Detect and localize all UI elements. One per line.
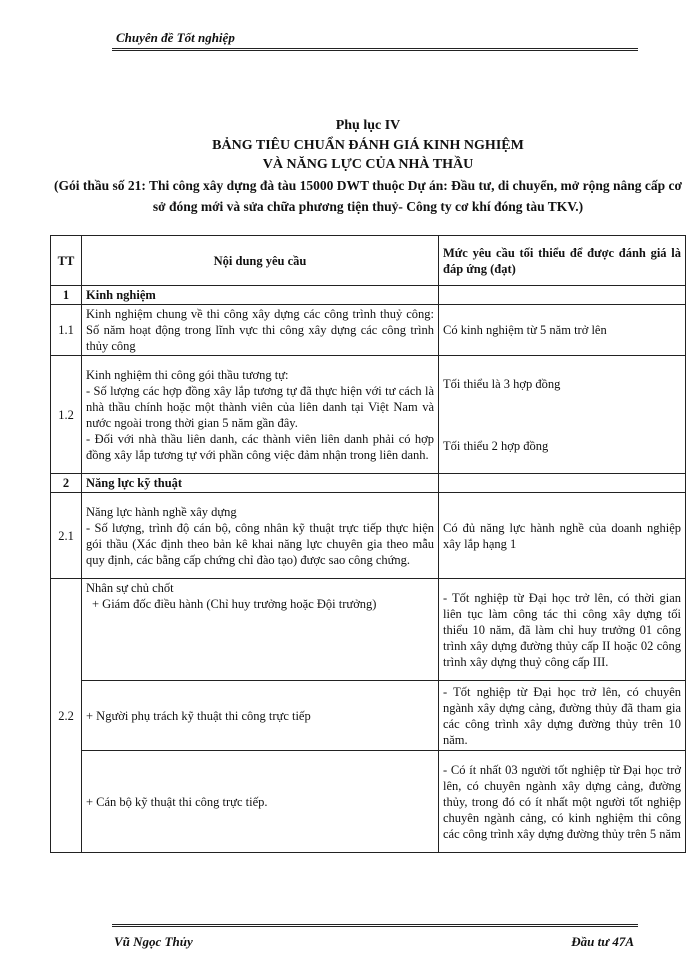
footer-author: Vũ Ngọc Thủy bbox=[114, 934, 193, 949]
table-row-2-2b bbox=[51, 681, 686, 751]
document-title-line1: BẢNG TIÊU CHUẨN ĐÁNH GIÁ KINH NGHIỆM bbox=[212, 137, 524, 153]
requirement-line: Tối thiểu là 3 hợp đồng bbox=[443, 376, 561, 391]
table-header-row bbox=[51, 236, 686, 286]
content-line: - Số lượng, trình độ cán bộ, công nhân kỹ thuật trực tiếp thực hiện gói thầu (Xác định theo bản kê khai năng lực chuyên gia theo mẫu quy định, các bằng cấp chứng chỉ đào tạo) được sao công chứng. bbox=[86, 520, 434, 567]
appendix-label: Phụ lục IV bbox=[335, 118, 401, 133]
table-row-1-2 bbox=[51, 356, 686, 474]
row-number: 2.2 bbox=[51, 579, 82, 853]
row-number: 2.1 bbox=[51, 493, 82, 579]
content-line: Nhân sự chủ chốt bbox=[86, 581, 174, 595]
header-requirement: Mức yêu cầu tối thiểu để được đánh giá là đáp ứng (đạt) bbox=[439, 236, 686, 286]
table-row-2-1 bbox=[51, 493, 686, 579]
content-line: - Số lượng các hợp đồng xây lắp tương tự đã thực hiện với tư cách là nhà thầu chính hoặc một thành viên của liên danh tại Việt Nam và nước ngoài trong thời gian 5 năm gần đây. bbox=[86, 383, 434, 430]
row-requirement: - Tốt nghiệp từ Đại học trở lên, có thời gian liên tục làm công tác thi công xây dựng tối thiểu 10 năm, đã làm chỉ huy trưởng 01 công trình xây dựng đường thủy cấp II hoặc 02 công trình xây dựng thuỷ công cấp III. bbox=[439, 579, 686, 681]
row-content bbox=[82, 579, 439, 681]
row-content: + Cán bộ kỹ thuật thi công trực tiếp. bbox=[82, 751, 439, 853]
content-line: + Giám đốc điều hành (Chỉ huy trưởng hoặc Đội trưởng) bbox=[92, 597, 377, 611]
content-line: Năng lực hành nghề xây dựng bbox=[86, 504, 237, 519]
row-requirement: Có đủ năng lực hành nghề của doanh nghiệp xây lắp hạng 1 bbox=[439, 493, 686, 579]
row-content bbox=[82, 356, 439, 474]
table-row-2-2a bbox=[51, 579, 686, 681]
empty-cell bbox=[439, 286, 686, 305]
row-content bbox=[82, 493, 439, 579]
section-title: Kinh nghiệm bbox=[82, 286, 439, 305]
footer-divider bbox=[112, 924, 638, 927]
empty-cell bbox=[439, 474, 686, 493]
section-title: Năng lực kỹ thuật bbox=[82, 474, 439, 493]
document-title-line2: VÀ NĂNG LỰC CỦA NHÀ THẦU bbox=[262, 157, 474, 172]
criteria-table bbox=[50, 235, 686, 853]
row-number: 1.2 bbox=[51, 356, 82, 474]
row-requirement: - Có ít nhất 03 người tốt nghiệp từ Đại học trở lên, có chuyên ngành xây dựng cảng, đường thủy, trong đó có ít nhất một người tốt nghiệp chuyên ngành cảng, có kinh nghiệm thi công các công trình xây dựng đường thủy trên 5 năm bbox=[439, 751, 686, 853]
section-number: 2 bbox=[51, 474, 82, 493]
header-content: Nội dung yêu cầu bbox=[82, 236, 439, 286]
row-content: Kinh nghiệm chung về thi công xây dựng các công trình thuỷ công: Số năm hoạt động trong lĩnh vực thi công xây dựng các công trình thủy công bbox=[82, 305, 439, 356]
footer-class: Đầu tư 47A bbox=[571, 934, 634, 949]
content-line: Kinh nghiệm thi công gói thầu tương tự: bbox=[86, 367, 289, 382]
header-divider bbox=[112, 48, 638, 51]
row-number: 1.1 bbox=[51, 305, 82, 356]
table-row-1-1 bbox=[51, 305, 686, 356]
section-row-1 bbox=[51, 286, 686, 305]
section-row-2 bbox=[51, 474, 686, 493]
row-content: + Người phụ trách kỹ thuật thi công trực tiếp bbox=[82, 681, 439, 751]
row-requirement: - Tốt nghiệp từ Đại học trở lên, có chuyên ngành xây dựng cảng, đường thủy đã tham gia các công trình xây dựng đường thủy trên 10 năm. bbox=[439, 681, 686, 751]
title-block bbox=[50, 116, 686, 217]
document-subtitle: (Gói thầu số 21: Thi công xây dựng đà tàu 15000 DWT thuộc Dự án: Đầu tư, di chuyển, mở rộng nâng cấp cơ sở đóng mới và sửa chữa phương tiện thuỷ- Công ty cơ khí đóng tàu TKV.) bbox=[54, 177, 682, 214]
requirement-line: Tối thiểu 2 hợp đồng bbox=[443, 438, 549, 453]
header-tt: TT bbox=[51, 236, 82, 286]
row-requirement bbox=[439, 356, 686, 474]
content-line: - Đối với nhà thầu liên danh, các thành viên liên danh phải có hợp đồng xây lắp tương tự với phần công việc đảm nhận trong liên danh. bbox=[86, 431, 434, 462]
row-requirement: Có kinh nghiệm từ 5 năm trở lên bbox=[439, 305, 686, 356]
table-row-2-2c bbox=[51, 751, 686, 853]
section-number: 1 bbox=[51, 286, 82, 305]
page-header-title: Chuyên đề Tốt nghiệp bbox=[116, 30, 235, 45]
